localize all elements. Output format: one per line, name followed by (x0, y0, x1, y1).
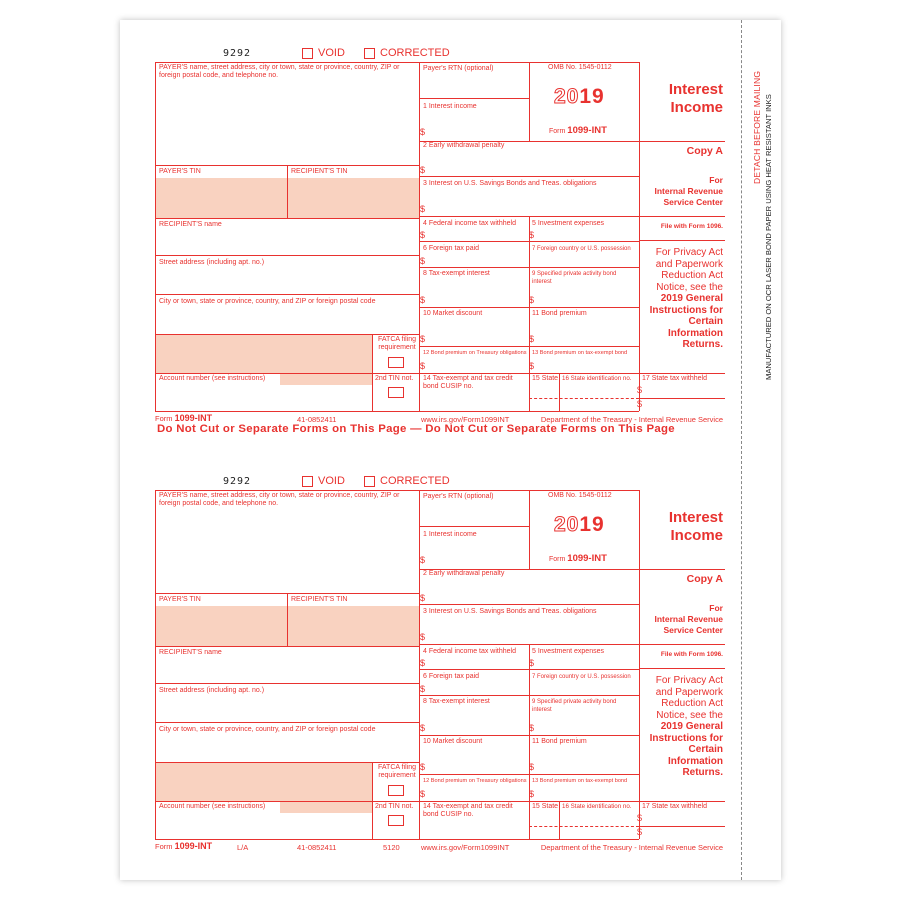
box7-label: 7 Foreign country or U.S. possession (532, 246, 631, 252)
footer-ein: 41-0852411 (297, 415, 337, 424)
void-label: VOID (318, 475, 345, 487)
box8-dollar: $ (420, 723, 426, 733)
privacy-line: For Privacy Act (655, 675, 723, 686)
file-with: File with Form 1096. (660, 223, 723, 230)
payer-rtn-label: Payer's RTN (optional) (423, 493, 494, 500)
form-title (669, 81, 723, 117)
privacy-line: Notice, see the (656, 709, 723, 721)
payer-tin-label: PAYER'S TIN (159, 596, 201, 603)
fatca-checkbox[interactable] (388, 785, 404, 796)
file-with: File with Form 1096. (660, 651, 723, 658)
box2-dollar: $ (420, 593, 426, 603)
privacy-bold-line: Instructions for (649, 732, 723, 744)
box4-label: 4 Federal income tax withheld (423, 648, 516, 655)
second-tin-label: 2nd TIN not. (375, 375, 414, 382)
box15-label: 15 State (532, 803, 559, 810)
recipient-name-label: RECIPIENT'S name (159, 221, 222, 228)
copy-label: Copy A (686, 145, 723, 157)
box13-label: 13 Bond premium on tax-exempt bond (532, 778, 628, 784)
privacy-line: For Privacy Act (655, 247, 723, 258)
form-code: 9292 (223, 476, 252, 487)
form-1099-int-bottom (155, 473, 725, 852)
box17-dollar-2: $ (637, 827, 643, 837)
fatca-label: FATCA filing requirement (378, 764, 416, 779)
tax-year-outline: 20 (554, 513, 580, 536)
box11-dollar: $ (529, 334, 535, 344)
box8-label: 8 Tax-exempt interest (423, 270, 490, 277)
city-label: City or town, state or province, country, and ZIP or foreign postal code (159, 298, 376, 305)
box13-dollar: $ (529, 361, 535, 371)
form-code: 9292 (223, 48, 252, 59)
corrected-checkbox[interactable] (364, 476, 375, 487)
box12-label: 12 Bond premium on Treasury obligations (423, 350, 527, 356)
box3-label: 3 Interest on U.S. Savings Bonds and Treas. obligations (423, 180, 597, 187)
box17-label: 17 State tax withheld (642, 375, 707, 382)
box6-dollar: $ (420, 684, 426, 694)
irs-center (655, 603, 724, 636)
form-id-header (549, 127, 607, 136)
payer-tin-shade (155, 606, 287, 646)
privacy-bold-line: Certain (688, 316, 723, 327)
box7-label: 7 Foreign country or U.S. possession (532, 674, 631, 680)
box5-dollar: $ (529, 658, 535, 668)
footer-la: L/A (237, 843, 249, 852)
box6-label: 6 Foreign tax paid (423, 245, 480, 252)
privacy-bold-line: Instructions for (649, 304, 723, 316)
fatca-shade (155, 334, 372, 373)
form-id-header (549, 555, 607, 564)
footer-form-id (155, 841, 212, 851)
tax-year-solid: 19 (579, 513, 605, 536)
box1-label: 1 Interest income (423, 103, 477, 110)
box6-label: 6 Foreign tax paid (423, 673, 480, 680)
irs-line2: Internal Revenue (654, 614, 723, 624)
box12-label: 12 Bond premium on Treasury obligations (423, 778, 527, 784)
box5-dollar: $ (529, 230, 535, 240)
box15-label: 15 State (532, 375, 559, 382)
privacy-notice (613, 247, 723, 351)
form-id-name: 1099-INT (567, 125, 607, 136)
account-shade (280, 373, 372, 385)
box10-label: 10 Market discount (423, 310, 483, 317)
payer-info-label: PAYER'S name, street address, city or town, state or province, country, ZIP or foreign postal code, and telephone no. (159, 492, 400, 507)
payer-tin-label: PAYER'S TIN (159, 168, 201, 175)
irs-line3: Service Center (663, 197, 723, 207)
box9-label: 9 Specified private activity bond interest (532, 271, 617, 285)
box16-label: 16 State identification no. (562, 375, 632, 382)
box1-dollar: $ (420, 555, 426, 565)
account-label: Account number (see instructions) (159, 375, 266, 382)
box5-label: 5 Investment expenses (532, 220, 604, 227)
footer-form-id (155, 413, 212, 423)
box17-dollar-1: $ (637, 813, 643, 823)
irs-center (655, 175, 724, 208)
box4-dollar: $ (420, 230, 426, 240)
box2-dollar: $ (420, 165, 426, 175)
privacy-bold-line: Returns. (682, 767, 723, 778)
form-id-name: 1099-INT (567, 553, 607, 564)
box1-dollar: $ (420, 127, 426, 137)
box9-dollar: $ (529, 723, 535, 733)
footer-dept: Department of the Treasury - Internal Revenue Service (540, 415, 723, 424)
box3-dollar: $ (420, 204, 426, 214)
box12-dollar: $ (420, 789, 426, 799)
box14-label: 14 Tax-exempt and tax credit bond CUSIP no. (423, 375, 513, 390)
account-shade (280, 801, 372, 813)
box3-dollar: $ (420, 632, 426, 642)
privacy-notice (613, 675, 723, 779)
city-label: City or town, state or province, country, and ZIP or foreign postal code (159, 726, 376, 733)
recipient-name-label: RECIPIENT'S name (159, 649, 222, 656)
box5-label: 5 Investment expenses (532, 648, 604, 655)
privacy-bold-line: 2019 General (660, 293, 723, 304)
box17-label: 17 State tax withheld (642, 803, 707, 810)
box11-dollar: $ (529, 762, 535, 772)
second-tin-checkbox[interactable] (388, 387, 404, 398)
irs-line3: Service Center (663, 625, 723, 635)
privacy-line: Notice, see the (656, 281, 723, 293)
box1-label: 1 Interest income (423, 531, 477, 538)
recipient-tin-shade (287, 178, 419, 218)
void-checkbox[interactable] (302, 476, 313, 487)
form-title-line1: Interest (668, 509, 723, 526)
irs-line2: Internal Revenue (654, 186, 723, 196)
box2-label: 2 Early withdrawal penalty (423, 142, 505, 149)
fatca-label: FATCA filing requirement (378, 336, 416, 351)
box12-dollar: $ (420, 361, 426, 371)
box8-dollar: $ (420, 295, 426, 305)
tax-year (554, 85, 605, 109)
footer-form-name: 1099-INT (174, 413, 213, 423)
copy-label: Copy A (686, 573, 723, 585)
corrected-label: CORRECTED (380, 475, 450, 487)
manufactured-text: MANUFACTURED ON OCR LASER BOND PAPER USING HEAT RESISTANT INKS (764, 94, 773, 380)
privacy-line: Reduction Act (661, 270, 723, 281)
detach-text: DETACH BEFORE MAILING (752, 70, 762, 184)
payer-tin-shade (155, 178, 287, 218)
footer-form-prefix: Form (155, 414, 173, 423)
form-title-line2: Income (670, 527, 723, 544)
box4-dollar: $ (420, 658, 426, 668)
footer-dept: Department of the Treasury - Internal Revenue Service (540, 843, 723, 852)
perforation-line (741, 20, 742, 880)
privacy-bold-line: Returns. (682, 339, 723, 350)
privacy-bold-line: Information (668, 327, 723, 339)
box17-dollar-1: $ (637, 385, 643, 395)
box10-label: 10 Market discount (423, 738, 483, 745)
box3-label: 3 Interest on U.S. Savings Bonds and Treas. obligations (423, 608, 597, 615)
footer-ein: 41-0852411 (297, 843, 337, 852)
footer-url: www.irs.gov/Form1099INT (421, 843, 510, 852)
recipient-tin-shade (287, 606, 419, 646)
street-label: Street address (including apt. no.) (159, 687, 265, 694)
recipient-tin-label: RECIPIENT'S TIN (291, 596, 348, 603)
fatca-shade (155, 762, 372, 801)
box13-dollar: $ (529, 789, 535, 799)
privacy-bold-line: Certain (688, 744, 723, 755)
form-title (669, 509, 723, 545)
privacy-bold-line: 2019 General (660, 721, 723, 732)
tax-year-outline: 20 (554, 85, 580, 108)
fatca-checkbox[interactable] (388, 357, 404, 368)
corrected-label: CORRECTED (380, 47, 450, 59)
footer-form-prefix: Form (155, 842, 173, 851)
footer-url: www.irs.gov/Form1099INT (421, 415, 510, 424)
form-title-line2: Income (670, 99, 723, 116)
omb-label: OMB No. 1545-0112 (548, 492, 612, 499)
irs-line1: For (709, 175, 723, 185)
box2-label: 2 Early withdrawal penalty (423, 570, 505, 577)
box8-label: 8 Tax-exempt interest (423, 698, 490, 705)
void-checkbox[interactable] (302, 48, 313, 59)
street-label: Street address (including apt. no.) (159, 259, 265, 266)
account-label: Account number (see instructions) (159, 803, 266, 810)
form-1099-int-top (155, 45, 725, 424)
void-label: VOID (318, 47, 345, 59)
do-not-cut-banner: Do Not Cut or Separate Forms on This Page — Do Not Cut or Separate Forms on This Page (157, 423, 675, 435)
tax-year (554, 513, 605, 537)
box14-label: 14 Tax-exempt and tax credit bond CUSIP no. (423, 803, 513, 818)
form-id-prefix: Form (549, 128, 566, 135)
omb-label: OMB No. 1545-0112 (548, 64, 612, 71)
box9-dollar: $ (529, 295, 535, 305)
footer-form-name: 1099-INT (174, 841, 213, 851)
privacy-line: and Paperwork (655, 258, 723, 270)
privacy-line: and Paperwork (655, 686, 723, 698)
payer-rtn-label: Payer's RTN (optional) (423, 65, 494, 72)
box13-label: 13 Bond premium on tax-exempt bond (532, 350, 628, 356)
recipient-tin-label: RECIPIENT'S TIN (291, 168, 348, 175)
box11-label: 11 Bond premium (532, 310, 587, 317)
second-tin-label: 2nd TIN not. (375, 803, 414, 810)
form-id-prefix: Form (549, 556, 566, 563)
payer-info-label: PAYER'S name, street address, city or town, state or province, country, ZIP or foreign postal code, and telephone no. (159, 64, 400, 79)
box10-dollar: $ (420, 762, 426, 772)
box9-label: 9 Specified private activity bond interest (532, 699, 617, 713)
box4-label: 4 Federal income tax withheld (423, 220, 516, 227)
footer-cat: 5120 (383, 843, 400, 852)
box17-dollar-2: $ (637, 399, 643, 409)
privacy-line: Reduction Act (661, 698, 723, 709)
corrected-checkbox[interactable] (364, 48, 375, 59)
second-tin-checkbox[interactable] (388, 815, 404, 826)
box6-dollar: $ (420, 256, 426, 266)
box10-dollar: $ (420, 334, 426, 344)
tax-year-solid: 19 (579, 85, 605, 108)
box16-label: 16 State identification no. (562, 803, 632, 810)
irs-line1: For (709, 603, 723, 613)
box11-label: 11 Bond premium (532, 738, 587, 745)
privacy-bold-line: Information (668, 755, 723, 767)
form-title-line1: Interest (668, 81, 723, 98)
